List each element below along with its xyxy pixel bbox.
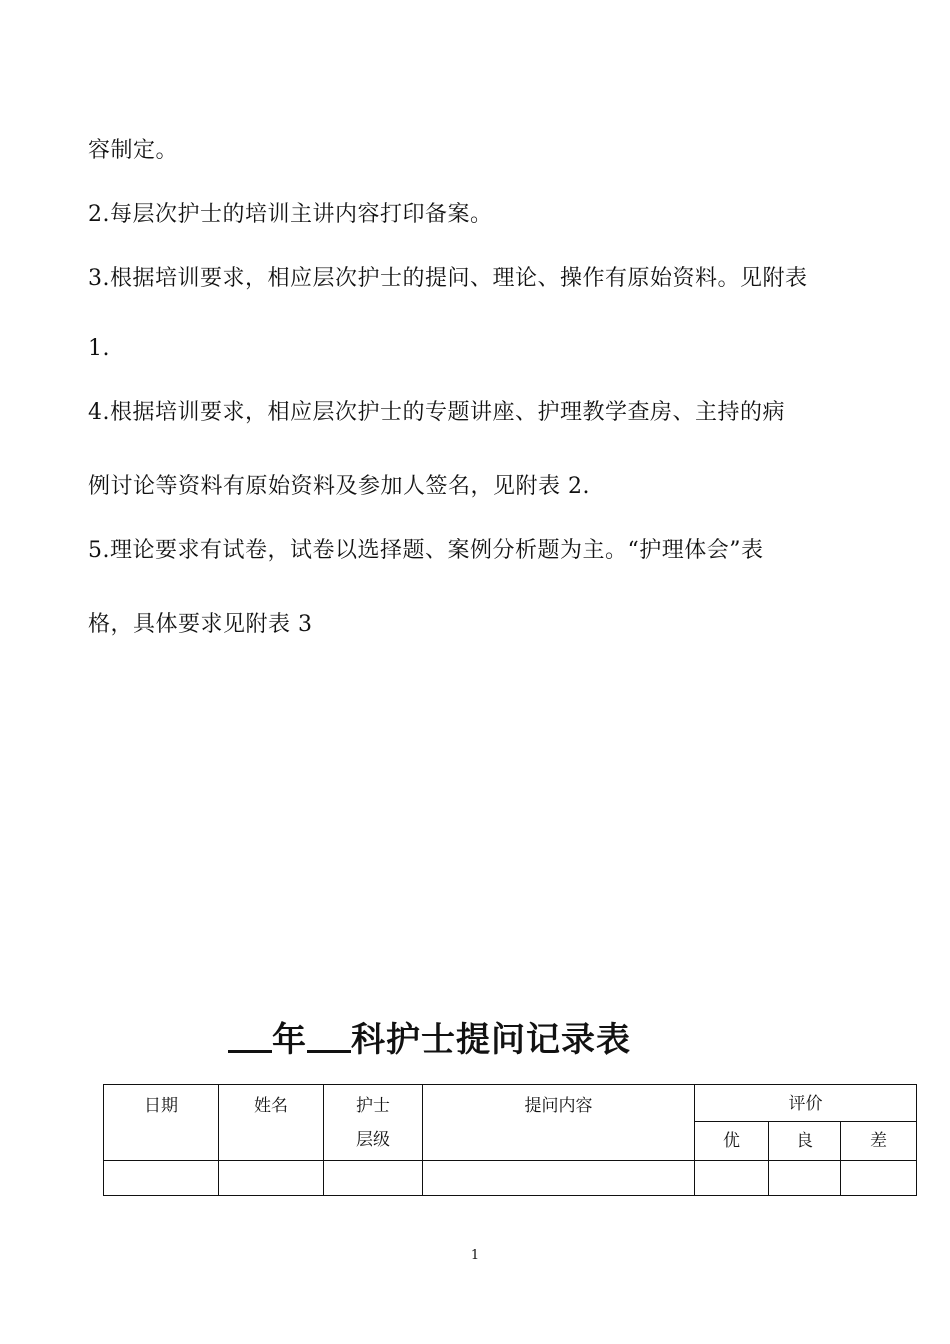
paragraph-1: 容制定。 [88,138,179,163]
header-excellent: 优 [695,1122,769,1161]
cell-level[interactable] [324,1161,423,1196]
cell-excellent[interactable] [695,1161,769,1196]
year-label: 年 [272,1020,307,1060]
cell-good[interactable] [769,1161,841,1196]
paragraph-5: 4.根据培训要求，相应层次护士的专题讲座、护理教学查房、主持的病 [88,400,785,425]
paragraph-8: 格，具体要求见附表 3 [88,612,313,637]
paragraph-3: 3.根据培训要求，相应层次护士的提问、理论、操作有原始资料。见附表 [88,266,808,291]
header-name: 姓名 [219,1085,324,1161]
title-rest: 科护士提问记录表 [351,1020,631,1060]
cell-poor[interactable] [841,1161,917,1196]
paragraph-7: 5.理论要求有试卷，试卷以选择题、案例分析题为主。“护理体会”表 [88,538,764,563]
header-date: 日期 [104,1085,219,1161]
paragraph-2: 2.每层次护士的培训主讲内容打印备案。 [88,202,493,227]
cell-date[interactable] [104,1161,219,1196]
header-evaluation: 评价 [695,1085,917,1122]
cell-content[interactable] [423,1161,695,1196]
question-record-table [103,1084,917,1196]
header-nurse-level: 护士 层级 [324,1085,423,1161]
table-title [228,1012,631,1061]
year-blank [228,1020,272,1053]
department-blank [307,1020,351,1053]
header-poor: 差 [841,1122,917,1161]
header-question-content: 提问内容 [423,1085,695,1161]
paragraph-4: 1. [88,336,110,361]
header-good: 良 [769,1122,841,1161]
cell-name[interactable] [219,1161,324,1196]
page-number: 1 [470,1248,480,1263]
paragraph-6: 例讨论等资料有原始资料及参加人签名，见附表 2. [88,474,590,499]
table-row [104,1161,917,1196]
